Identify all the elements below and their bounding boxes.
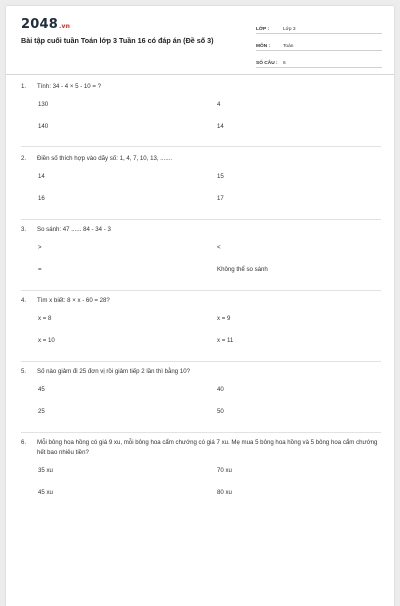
- question-divider: [21, 219, 381, 220]
- question-number: 4.: [21, 297, 27, 304]
- question-text: Tìm x biết: 8 × x - 60 = 28?: [37, 297, 110, 304]
- question-divider: [21, 432, 381, 433]
- option-a[interactable]: 35 xu: [38, 467, 53, 474]
- question-3: [21, 225, 381, 288]
- worksheet-meta: [256, 20, 382, 71]
- question-divider: [21, 361, 381, 362]
- option-d[interactable]: x = 11: [217, 337, 234, 344]
- question-number: 2.: [21, 155, 27, 162]
- question-divider: [21, 146, 381, 147]
- option-c[interactable]: =: [38, 266, 42, 273]
- worksheet-header: [6, 6, 394, 75]
- meta-key: LỚP :: [256, 27, 270, 32]
- question-divider: [21, 290, 381, 291]
- meta-key: SỐ CÂU :: [256, 61, 278, 66]
- option-b[interactable]: 40: [217, 386, 224, 393]
- option-b[interactable]: 4: [217, 101, 221, 108]
- question-text: Mỗi bông hoa hồng có giá 9 xu, mỗi bông hoa cẩm chướng có giá 7 xu. Mẹ mua 5 bông hoa hồng và 5 bông hoa cẩm chướng hết bao nhiêu tiền?: [37, 439, 378, 456]
- question-text: Số nào giảm đi 25 đơn vị rồi giảm tiếp 2 lần thì bằng 10?: [37, 368, 191, 375]
- question-2: [21, 154, 381, 217]
- option-c[interactable]: x = 10: [38, 337, 55, 344]
- meta-class-row: [256, 20, 382, 34]
- option-d[interactable]: 50: [217, 408, 224, 415]
- option-a[interactable]: x = 8: [38, 315, 52, 322]
- option-c[interactable]: 25: [38, 408, 45, 415]
- worksheet-page: [6, 6, 394, 606]
- option-c[interactable]: 45 xu: [38, 489, 53, 496]
- meta-value: 6: [283, 61, 286, 66]
- option-a[interactable]: 45: [38, 386, 45, 393]
- option-b[interactable]: 15: [217, 173, 224, 180]
- question-number: 3.: [21, 226, 27, 233]
- question-text: Điền số thích hợp vào dãy số: 1, 4, 7, 10, 13, .......: [37, 155, 173, 162]
- meta-subject-row: [256, 37, 382, 51]
- site-logo[interactable]: [21, 17, 70, 32]
- option-d[interactable]: 17: [217, 195, 224, 202]
- logo-domain: .vn: [58, 23, 71, 30]
- question-6: [21, 438, 381, 511]
- question-number: 1.: [21, 83, 27, 90]
- question-text: Tính: 34 - 4 × 5 - 10 = ?: [37, 83, 102, 90]
- question-4: [21, 296, 381, 359]
- option-d[interactable]: 14: [217, 123, 224, 130]
- question-number: 5.: [21, 368, 27, 375]
- question-5: [21, 367, 381, 430]
- meta-value: Lớp 3: [283, 27, 296, 32]
- question-1: [21, 82, 381, 145]
- meta-value: Toán: [283, 44, 294, 49]
- option-a[interactable]: 14: [38, 173, 45, 180]
- meta-key: MÔN :: [256, 44, 271, 49]
- option-c[interactable]: 16: [38, 195, 45, 202]
- option-b[interactable]: 70 xu: [217, 467, 232, 474]
- option-a[interactable]: >: [38, 244, 42, 251]
- meta-count-row: [256, 54, 382, 68]
- option-b[interactable]: <: [217, 244, 221, 251]
- worksheet-title: Bài tập cuối tuần Toán lớp 3 Tuần 16 có đáp án (Đề số 3): [21, 36, 214, 45]
- option-d[interactable]: 80 xu: [217, 489, 232, 496]
- option-c[interactable]: 140: [38, 123, 49, 130]
- option-a[interactable]: 130: [38, 101, 49, 108]
- question-text: So sánh: 47 ...... 84 - 34 - 3: [37, 226, 111, 233]
- option-b[interactable]: x = 9: [217, 315, 231, 322]
- logo-text: 2048: [21, 17, 58, 32]
- option-d[interactable]: Không thể so sánh: [217, 266, 268, 273]
- question-number: 6.: [21, 439, 27, 446]
